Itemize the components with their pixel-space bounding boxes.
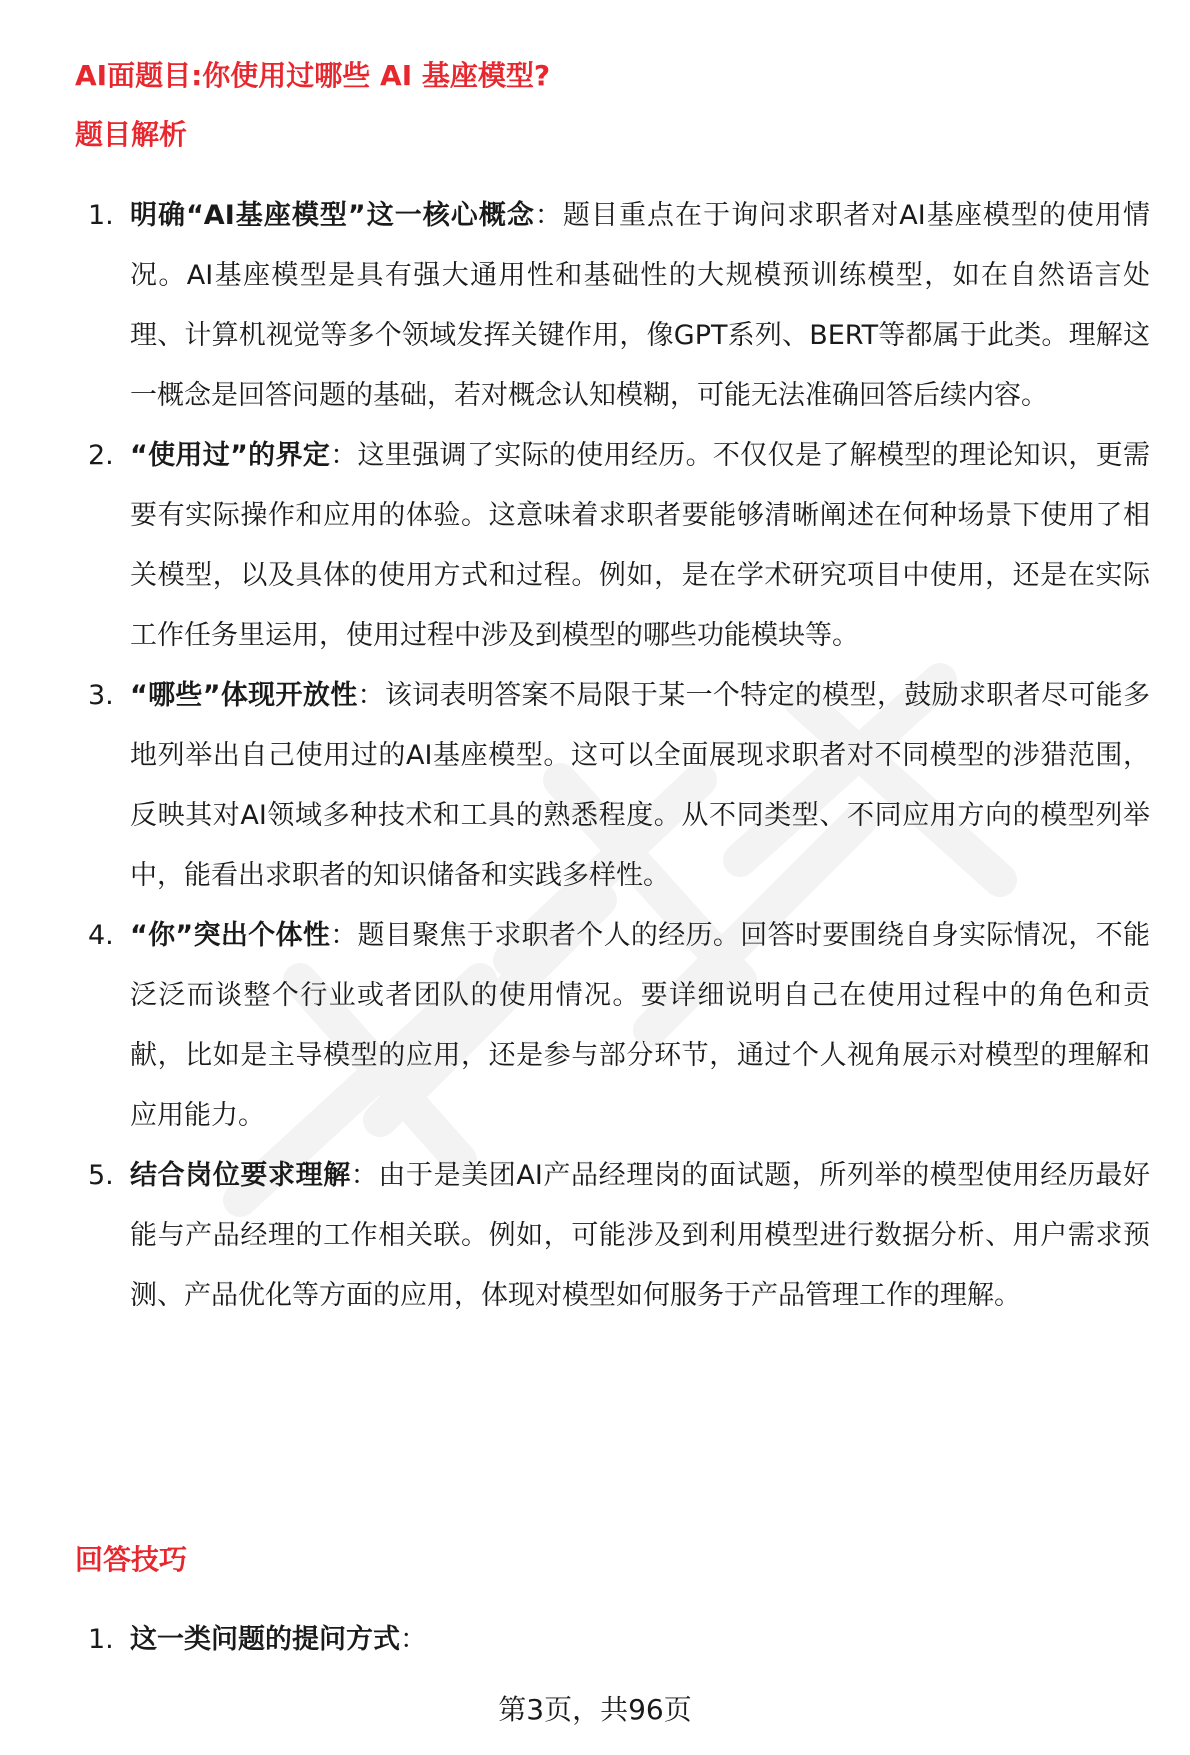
list-item-number: 4.	[88, 920, 114, 951]
list-item-body: ：这里强调了实际的使用经历。不仅仅是了解模型的理论知识，更需要有实际操作和应用的体验。这意味着求职者要能够清晰阐述在何种场景下使用了相关模型，以及具体的使用方式和过程。例如，是在学术研究项目中使用，还是在实际工作任务里运用，使用过程中涉及到模型的哪些功能模块等。	[130, 440, 1150, 651]
list-item	[0, 1146, 1190, 1326]
list-item	[0, 186, 1190, 426]
list-item-lead: 这一类问题的提问方式	[130, 1624, 400, 1655]
list-item	[0, 1610, 1190, 1670]
list-item-body: ：题目重点在于询问求职者对AI基座模型的使用情况。AI基座模型是具有强大通用性和基础性的大规模预训练模型，如在自然语言处理、计算机视觉等多个领域发挥关键作用，像GPT系列、BERT等都属于此类。理解这一概念是回答问题的基础，若对概念认知模糊，可能无法准确回答后续内容。	[130, 200, 1150, 411]
list-item-lead: “哪些”体现开放性	[130, 680, 358, 711]
section-heading-analysis: 题目解析	[75, 118, 188, 151]
list-item-lead: “你”突出个体性	[130, 920, 331, 951]
list-item-lead: “使用过”的界定	[130, 440, 331, 471]
list-item-body: ：	[400, 1624, 427, 1655]
list-item	[0, 666, 1190, 906]
list-item-number: 2.	[88, 440, 114, 471]
list-item-lead: 明确“AI基座模型”这一核心概念	[130, 200, 535, 231]
tips-list	[0, 1610, 1190, 1670]
list-item	[0, 906, 1190, 1146]
page-title: AI面题目:你使用过哪些 AI 基座模型?	[75, 59, 551, 92]
list-item-text	[130, 1146, 1150, 1326]
analysis-list	[0, 186, 1190, 1326]
list-item-number: 1.	[88, 1624, 114, 1655]
list-item-text	[130, 186, 1150, 426]
section-heading-tips: 回答技巧	[75, 1543, 188, 1576]
list-item-text	[130, 1610, 1150, 1670]
list-item-number: 1.	[88, 200, 114, 231]
list-item-body: ：由于是美团AI产品经理岗的面试题，所列举的模型使用经历最好能与产品经理的工作相关联。例如，可能涉及到利用模型进行数据分析、用户需求预测、产品优化等方面的应用，体现对模型如何服务于产品管理工作的理解。	[130, 1160, 1150, 1311]
list-item-text	[130, 906, 1150, 1146]
list-item-lead: 结合岗位要求理解	[130, 1160, 351, 1191]
list-item-body: ：该词表明答案不局限于某一个特定的模型，鼓励求职者尽可能多地列举出自己使用过的AI基座模型。这可以全面展现求职者对不同模型的涉猎范围，反映其对AI领域多种技术和工具的熟悉程度。从不同类型、不同应用方向的模型列举中，能看出求职者的知识储备和实践多样性。	[130, 680, 1150, 891]
page-number: 第3页，共96页	[498, 1693, 692, 1726]
list-item-text	[130, 426, 1150, 666]
list-item-number: 3.	[88, 680, 114, 711]
list-item-text	[130, 666, 1150, 906]
list-item-number: 5.	[88, 1160, 114, 1191]
list-item	[0, 426, 1190, 666]
list-item-body: ：题目聚焦于求职者个人的经历。回答时要围绕自身实际情况，不能泛泛而谈整个行业或者团队的使用情况。要详细说明自己在使用过程中的角色和贡献，比如是主导模型的应用，还是参与部分环节，通过个人视角展示对模型的理解和应用能力。	[130, 920, 1150, 1131]
